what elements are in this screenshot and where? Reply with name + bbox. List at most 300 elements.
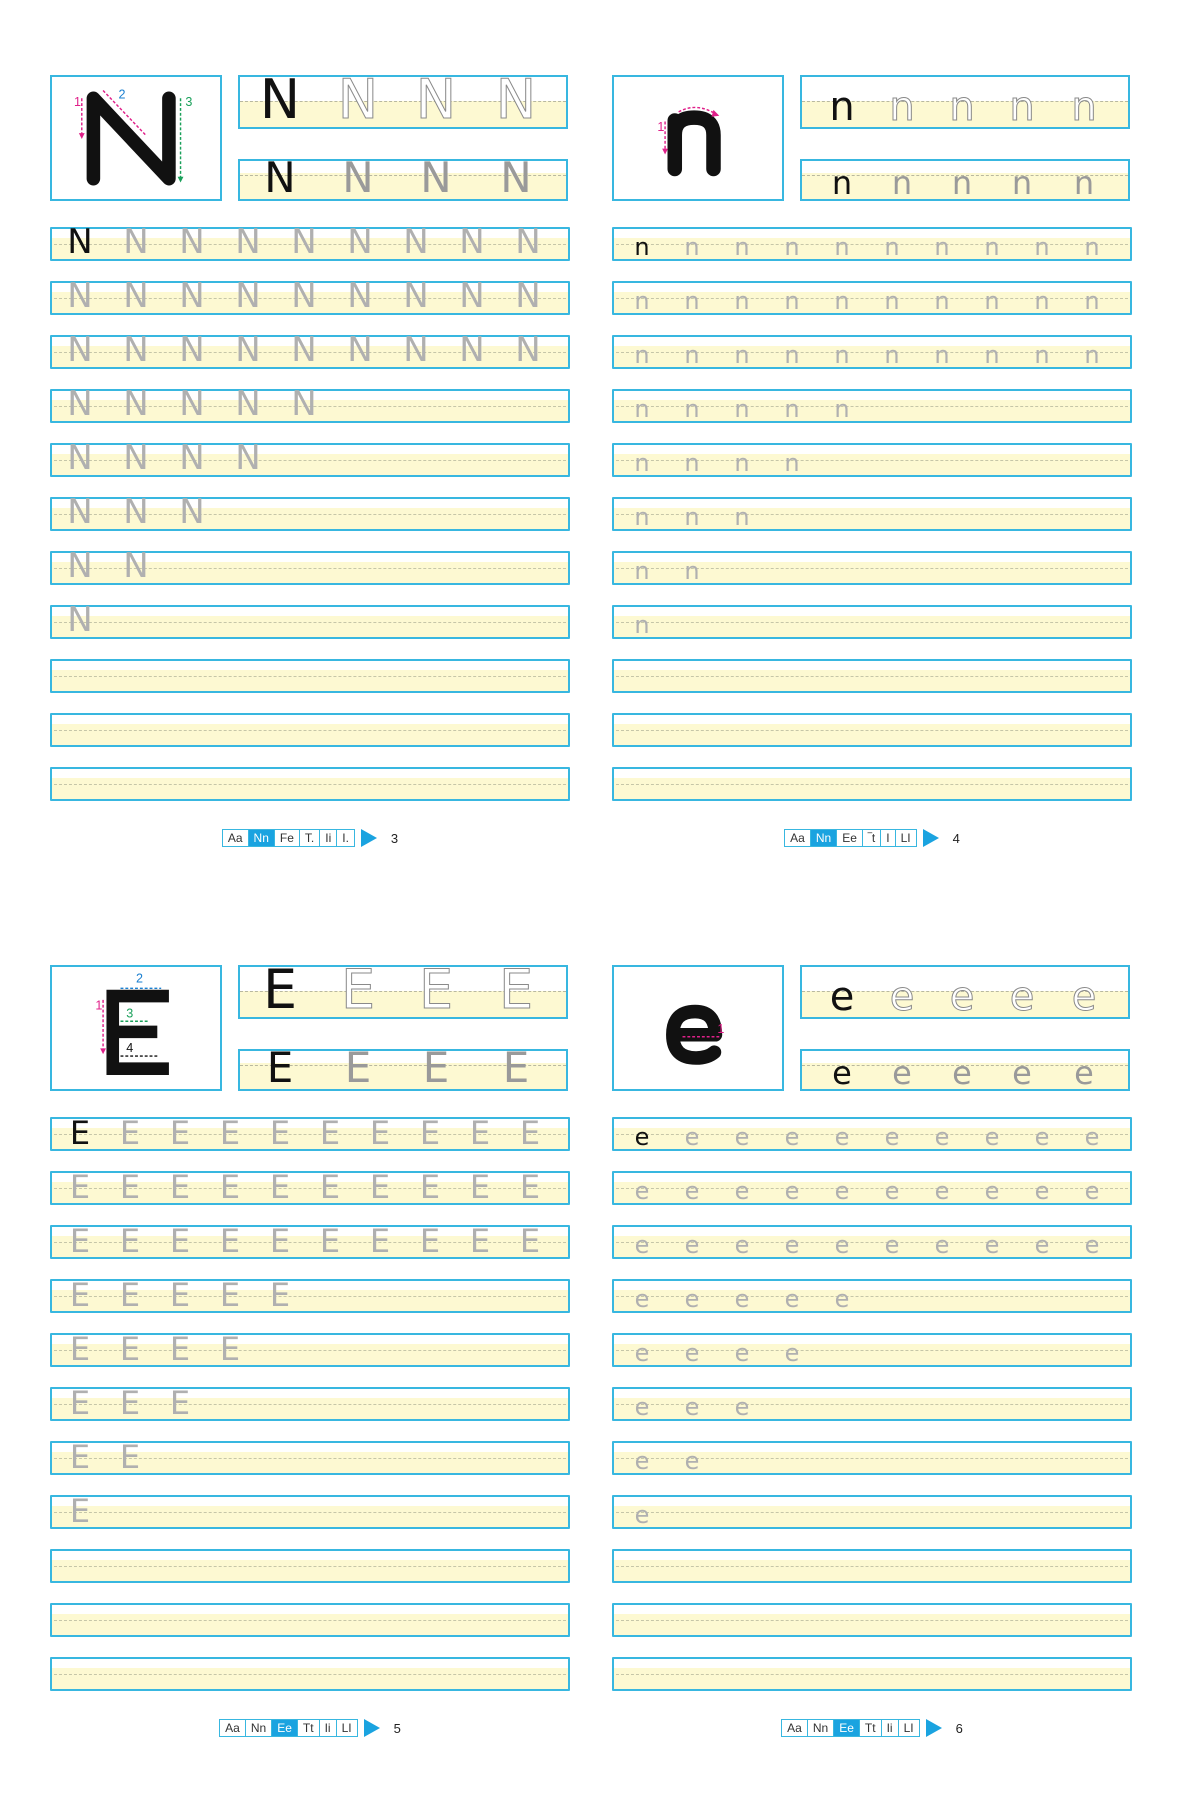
- practice-rows: [50, 222, 570, 801]
- tracing-letter: e: [734, 1393, 750, 1421]
- tracing-letter: N: [179, 384, 205, 424]
- tracing-letter: E: [319, 1168, 341, 1206]
- worksheet-header: [50, 75, 570, 205]
- midline: [54, 1620, 566, 1621]
- tracing-letter: N: [123, 276, 149, 316]
- tracing-letter: N: [515, 222, 541, 262]
- trace-letter: e: [829, 974, 855, 1019]
- tracing-letter: e: [684, 1393, 700, 1421]
- tracing-letter: n: [634, 395, 650, 423]
- midline: [616, 1674, 1128, 1675]
- tracing-letter: N: [179, 492, 205, 532]
- tracing-letter: n: [934, 287, 950, 315]
- letter-tab[interactable]: Nn: [810, 830, 836, 846]
- tracing-letter: N: [403, 222, 429, 262]
- tracing-letter: E: [169, 1222, 191, 1260]
- tracing-letter: E: [69, 1384, 91, 1422]
- tracing-letter: E: [119, 1114, 141, 1152]
- tracing-letter: E: [419, 1168, 441, 1206]
- practice-row[interactable]: [612, 1603, 1132, 1637]
- practice-row[interactable]: [612, 1549, 1132, 1583]
- tracing-letter: e: [734, 1231, 750, 1259]
- tracing-letter: N: [67, 438, 93, 478]
- tracing-letter: e: [784, 1177, 800, 1205]
- tracing-letter: n: [834, 287, 850, 315]
- tracing-letter: e: [1084, 1123, 1100, 1151]
- tracing-letter: E: [169, 1330, 191, 1368]
- letter-tab[interactable]: Aa: [787, 1721, 802, 1735]
- trace-letter: N: [420, 159, 452, 201]
- tracing-letter: e: [684, 1177, 700, 1205]
- practice-row[interactable]: [612, 1657, 1132, 1691]
- worksheet-header: [612, 75, 1132, 205]
- practice-row[interactable]: [612, 443, 1132, 477]
- tracing-letter: E: [169, 1384, 191, 1422]
- trace-box-bottom[interactable]: [800, 1049, 1130, 1091]
- tracing-letter: e: [884, 1123, 900, 1151]
- midline: [54, 1566, 566, 1567]
- tracing-letter: E: [119, 1384, 141, 1422]
- tracing-letter: E: [69, 1330, 91, 1368]
- practice-row[interactable]: [50, 1657, 570, 1691]
- tracing-letter: N: [123, 330, 149, 370]
- tracing-letter: n: [984, 233, 1000, 261]
- letter-tab[interactable]: Ee: [271, 1720, 297, 1736]
- trace-letter: n: [1011, 164, 1033, 201]
- stroke-number: 4: [126, 1041, 134, 1056]
- letter-tab[interactable]: Ii: [881, 1720, 898, 1736]
- worksheet-header: [612, 965, 1132, 1095]
- tracing-letter: e: [834, 1177, 850, 1205]
- next-arrow-icon[interactable]: [364, 1719, 380, 1737]
- practice-row[interactable]: [612, 227, 1132, 261]
- tracing-letter: n: [884, 287, 900, 315]
- tracing-letter: N: [179, 438, 205, 478]
- stroke-number: 1: [717, 1021, 725, 1036]
- tracing-letter: E: [319, 1222, 341, 1260]
- tracing-letter: N: [459, 222, 485, 262]
- tracing-letter: N: [459, 330, 485, 370]
- letter-tab[interactable]: Aa: [227, 831, 243, 845]
- practice-row[interactable]: [612, 1387, 1132, 1421]
- trace-box-top[interactable]: [238, 965, 568, 1019]
- model-letter-e: [614, 967, 782, 1089]
- tracing-letter: E: [319, 1114, 341, 1152]
- tracing-letter: e: [634, 1339, 650, 1367]
- stroke-number: 1: [95, 998, 103, 1013]
- tracing-letter: N: [347, 330, 373, 370]
- tracing-letter: n: [634, 341, 650, 369]
- tracing-letter: e: [784, 1123, 800, 1151]
- letter-tab[interactable]: I.: [336, 830, 354, 846]
- letter-tab[interactable]: Ii: [319, 1720, 336, 1736]
- tracing-letter: e: [934, 1177, 950, 1205]
- practice-row[interactable]: [612, 1441, 1132, 1475]
- letter-tab[interactable]: Nn: [248, 830, 274, 846]
- practice-row[interactable]: [50, 330, 570, 370]
- trace-letter: e: [1074, 1054, 1094, 1091]
- tracing-letter: E: [219, 1330, 241, 1368]
- stroke-number: 1: [74, 95, 82, 110]
- next-arrow-icon[interactable]: [923, 829, 939, 847]
- practice-row[interactable]: [50, 1384, 570, 1422]
- model-letter-E: [52, 967, 220, 1089]
- tracing-letter: e: [834, 1285, 850, 1313]
- tracing-letter: n: [634, 557, 650, 585]
- letter-tab[interactable]: Tt: [297, 1720, 319, 1736]
- practice-row[interactable]: [50, 1276, 570, 1314]
- practice-row[interactable]: [612, 659, 1132, 693]
- tracing-letter: n: [684, 341, 700, 369]
- practice-row[interactable]: [612, 1117, 1132, 1151]
- letter-tab[interactable]: LI: [336, 1720, 357, 1736]
- tracing-letter: N: [235, 438, 261, 478]
- tracing-letter: E: [519, 1222, 541, 1260]
- practice-row[interactable]: [612, 605, 1132, 639]
- letter-tab[interactable]: Ii: [319, 830, 336, 846]
- tracing-letter: n: [1084, 341, 1100, 369]
- tracing-letter: N: [515, 276, 541, 316]
- trace-box-top[interactable]: [238, 75, 568, 129]
- tracing-letter: N: [179, 330, 205, 370]
- tracing-letter: e: [784, 1231, 800, 1259]
- tracing-letter: E: [469, 1114, 491, 1152]
- practice-row[interactable]: [50, 546, 570, 586]
- midline: [54, 784, 566, 785]
- tracing-letter: E: [69, 1222, 91, 1260]
- tracing-letter: E: [419, 1222, 441, 1260]
- tracing-letter: n: [1084, 287, 1100, 315]
- tracing-letter: N: [123, 222, 149, 262]
- tracing-letter: E: [69, 1276, 91, 1314]
- stroke-number: 3: [126, 1006, 134, 1021]
- practice-row[interactable]: [50, 1168, 570, 1206]
- letter-tab[interactable]: T.: [299, 830, 319, 846]
- tracing-letter: e: [784, 1339, 800, 1367]
- practice-row[interactable]: [612, 335, 1132, 369]
- letter-tab[interactable]: Ee: [833, 1720, 859, 1736]
- practice-row[interactable]: [50, 1222, 570, 1260]
- page-number: 3: [390, 830, 399, 846]
- tracing-letter: n: [834, 233, 850, 261]
- midline: [54, 1512, 566, 1513]
- midline: [616, 1566, 1128, 1567]
- tracing-letter: e: [1034, 1123, 1050, 1151]
- trace-box-top[interactable]: [800, 75, 1130, 129]
- tracing-letter: n: [684, 449, 700, 477]
- next-arrow-icon[interactable]: [926, 1719, 942, 1737]
- tracing-letter: E: [119, 1222, 141, 1260]
- tracing-letter: e: [1084, 1177, 1100, 1205]
- midline: [616, 1512, 1128, 1513]
- practice-row[interactable]: [612, 1495, 1132, 1529]
- letter-tab[interactable]: Fe: [274, 830, 299, 846]
- tracing-letter: N: [347, 276, 373, 316]
- trace-letter: e: [892, 1054, 912, 1091]
- tracing-letter: E: [119, 1438, 141, 1476]
- trace-box-top[interactable]: [800, 965, 1130, 1019]
- letter-tab[interactable]: Ee: [836, 830, 862, 846]
- letter-tab[interactable]: LI: [898, 1720, 919, 1736]
- letter-tabs: [219, 1719, 357, 1737]
- trace-letter: E: [498, 965, 534, 1019]
- tracing-letter: e: [634, 1501, 650, 1529]
- tracing-letter: n: [634, 611, 650, 639]
- tracing-letter: N: [235, 384, 261, 424]
- practice-row[interactable]: [612, 281, 1132, 315]
- practice-row[interactable]: [50, 600, 570, 640]
- midline: [54, 1674, 566, 1675]
- tracing-letter: n: [784, 395, 800, 423]
- trace-letter: n: [949, 84, 975, 129]
- midline: [616, 622, 1128, 623]
- practice-row[interactable]: [50, 1330, 570, 1368]
- tracing-letter: e: [884, 1231, 900, 1259]
- tracing-letter: e: [734, 1285, 750, 1313]
- tracing-letter: n: [984, 287, 1000, 315]
- tracing-letter: n: [784, 449, 800, 477]
- tracing-letter: E: [219, 1276, 241, 1314]
- trace-letter: n: [1073, 164, 1095, 201]
- practice-row[interactable]: [50, 276, 570, 316]
- tracing-letter: N: [67, 384, 93, 424]
- tracing-letter: N: [123, 546, 149, 586]
- page-number: 4: [952, 830, 960, 846]
- trace-letter: n: [1071, 84, 1097, 129]
- tracing-letter: N: [67, 276, 93, 316]
- trace-letter: E: [266, 1049, 294, 1091]
- model-letter-N: [52, 77, 220, 199]
- stroke-number: 3: [185, 95, 193, 110]
- tracing-letter: n: [1084, 233, 1100, 261]
- model-letter-box: [50, 75, 222, 201]
- tracing-letter: n: [734, 341, 750, 369]
- trace-box-bottom[interactable]: [238, 1049, 568, 1091]
- tracing-letter: E: [219, 1168, 241, 1206]
- tracing-letter: n: [834, 341, 850, 369]
- practice-rows: [612, 1117, 1132, 1691]
- letter-tab[interactable]: Aa: [225, 1721, 240, 1735]
- tracing-letter: N: [67, 600, 93, 640]
- tracing-letter: e: [684, 1123, 700, 1151]
- model-letter-n: [614, 77, 782, 199]
- tracing-letter: n: [1034, 341, 1050, 369]
- tracing-letter: n: [1034, 233, 1050, 261]
- tracing-letter: n: [784, 287, 800, 315]
- letter-nav: [50, 827, 570, 849]
- letter-nav: [612, 827, 1132, 849]
- tracing-letter: E: [519, 1168, 541, 1206]
- trace-letter: E: [502, 1049, 530, 1091]
- tracing-letter: N: [179, 276, 205, 316]
- tracing-letter: E: [369, 1114, 391, 1152]
- letter-tab[interactable]: LI: [895, 830, 916, 846]
- letter-nav: [50, 1717, 570, 1739]
- tracing-letter: n: [684, 503, 700, 531]
- practice-row[interactable]: [50, 1549, 570, 1583]
- tracing-letter: e: [1034, 1177, 1050, 1205]
- trace-letter: e: [889, 974, 915, 1019]
- tracing-letter: n: [984, 341, 1000, 369]
- tracing-letter: e: [784, 1285, 800, 1313]
- letter-tab[interactable]: Nn: [245, 1720, 271, 1736]
- tracing-letter: E: [519, 1114, 541, 1152]
- trace-letter: E: [422, 1049, 450, 1091]
- tracing-letter: e: [684, 1285, 700, 1313]
- practice-row[interactable]: [50, 438, 570, 478]
- practice-row[interactable]: [612, 551, 1132, 585]
- tracing-letter: N: [67, 330, 93, 370]
- tracing-letter: n: [734, 449, 750, 477]
- model-letter-box: [612, 75, 784, 201]
- tracing-letter: N: [291, 384, 317, 424]
- trace-letter: e: [1009, 974, 1035, 1019]
- tracing-letter: e: [734, 1123, 750, 1151]
- tracing-letter: E: [69, 1168, 91, 1206]
- practice-row[interactable]: [612, 713, 1132, 747]
- practice-row[interactable]: [612, 767, 1132, 801]
- model-letter: n: [634, 233, 650, 261]
- tracing-letter: E: [369, 1168, 391, 1206]
- tracing-letter: E: [119, 1276, 141, 1314]
- model-letter: N: [67, 222, 93, 262]
- worksheet-panel-N: [50, 75, 570, 846]
- tracing-letter: e: [934, 1231, 950, 1259]
- tracing-letter: n: [634, 449, 650, 477]
- tracing-letter: n: [634, 503, 650, 531]
- practice-row[interactable]: [50, 1114, 570, 1152]
- tracing-letter: E: [369, 1222, 391, 1260]
- tracing-letter: n: [934, 233, 950, 261]
- trace-letter: N: [415, 75, 457, 129]
- tracing-letter: e: [634, 1285, 650, 1313]
- practice-row[interactable]: [612, 1333, 1132, 1367]
- page-number: 6: [955, 1720, 963, 1736]
- tracing-letter: n: [784, 233, 800, 261]
- stroke-number: 2: [118, 87, 126, 102]
- practice-rows: [50, 1114, 570, 1691]
- practice-row[interactable]: [50, 659, 570, 693]
- practice-rows: [612, 227, 1132, 801]
- tracing-letter: E: [69, 1492, 91, 1530]
- tracing-letter: e: [984, 1231, 1000, 1259]
- tracing-letter: e: [684, 1231, 700, 1259]
- practice-row[interactable]: [612, 1225, 1132, 1259]
- practice-row[interactable]: [50, 1603, 570, 1637]
- trace-letter: N: [264, 159, 296, 201]
- practice-row[interactable]: [50, 713, 570, 747]
- letter-tab[interactable]: Tt: [859, 1720, 881, 1736]
- stroke-number: 2: [136, 971, 143, 986]
- letter-tab[interactable]: I: [880, 830, 894, 846]
- practice-row[interactable]: [612, 497, 1132, 531]
- tracing-letter: e: [684, 1339, 700, 1367]
- letter-tabs: [784, 829, 916, 847]
- trace-letter: E: [344, 1049, 372, 1091]
- tracing-letter: n: [734, 233, 750, 261]
- trace-box-bottom[interactable]: [238, 159, 568, 201]
- tracing-letter: n: [1034, 287, 1050, 315]
- tracing-letter: N: [235, 330, 261, 370]
- midline: [54, 676, 566, 677]
- practice-row[interactable]: [50, 492, 570, 532]
- letter-nav: [612, 1717, 1132, 1739]
- stroke-number: 1: [657, 120, 665, 135]
- tracing-letter: E: [419, 1114, 441, 1152]
- model-letter-box: [612, 965, 784, 1091]
- tracing-letter: E: [269, 1222, 291, 1260]
- letter-tab[interactable]: Nn: [807, 1720, 833, 1736]
- tracing-letter: e: [984, 1177, 1000, 1205]
- tracing-letter: e: [834, 1231, 850, 1259]
- tracing-letter: N: [123, 438, 149, 478]
- tracing-letter: N: [179, 222, 205, 262]
- tracing-letter: N: [291, 330, 317, 370]
- midline: [616, 676, 1128, 677]
- practice-row[interactable]: [50, 222, 570, 262]
- tracing-letter: E: [119, 1330, 141, 1368]
- trace-letter: n: [829, 84, 855, 129]
- tracing-letter: n: [684, 233, 700, 261]
- tracing-letter: e: [634, 1231, 650, 1259]
- trace-letter: N: [337, 75, 379, 129]
- trace-box-bottom[interactable]: [800, 159, 1130, 201]
- tracing-letter: e: [1084, 1231, 1100, 1259]
- tracing-letter: e: [634, 1447, 650, 1475]
- tracing-letter: E: [469, 1168, 491, 1206]
- tracing-letter: N: [291, 222, 317, 262]
- tracing-letter: E: [169, 1114, 191, 1152]
- tracing-letter: n: [734, 503, 750, 531]
- tracing-letter: N: [123, 492, 149, 532]
- midline: [54, 730, 566, 731]
- tracing-letter: n: [684, 557, 700, 585]
- model-letter: E: [69, 1114, 91, 1152]
- letter-tab[interactable]: ‾t: [862, 830, 880, 846]
- model-letter-box: [50, 965, 222, 1091]
- midline: [616, 784, 1128, 785]
- worksheet-header: [50, 965, 570, 1095]
- tracing-letter: e: [734, 1339, 750, 1367]
- tracing-letter: E: [219, 1222, 241, 1260]
- practice-row[interactable]: [50, 1492, 570, 1530]
- tracing-letter: N: [67, 546, 93, 586]
- tracing-letter: n: [684, 395, 700, 423]
- trace-letter: n: [891, 164, 913, 201]
- practice-row[interactable]: [612, 389, 1132, 423]
- tracing-letter: N: [123, 384, 149, 424]
- trace-letter: e: [832, 1054, 852, 1091]
- tracing-letter: E: [469, 1222, 491, 1260]
- practice-row[interactable]: [50, 384, 570, 424]
- tracing-letter: n: [834, 395, 850, 423]
- tracing-letter: E: [269, 1168, 291, 1206]
- practice-row[interactable]: [612, 1171, 1132, 1205]
- practice-row[interactable]: [50, 1438, 570, 1476]
- midline: [54, 622, 566, 623]
- trace-letter: E: [262, 965, 298, 1019]
- letter-tab[interactable]: Aa: [790, 831, 805, 845]
- practice-row[interactable]: [50, 767, 570, 801]
- trace-letter: N: [342, 159, 374, 201]
- midline: [616, 730, 1128, 731]
- tracing-letter: E: [269, 1276, 291, 1314]
- tracing-letter: n: [884, 233, 900, 261]
- trace-letter: e: [952, 1054, 972, 1091]
- tracing-letter: e: [734, 1177, 750, 1205]
- next-arrow-icon[interactable]: [361, 829, 377, 847]
- practice-row[interactable]: [612, 1279, 1132, 1313]
